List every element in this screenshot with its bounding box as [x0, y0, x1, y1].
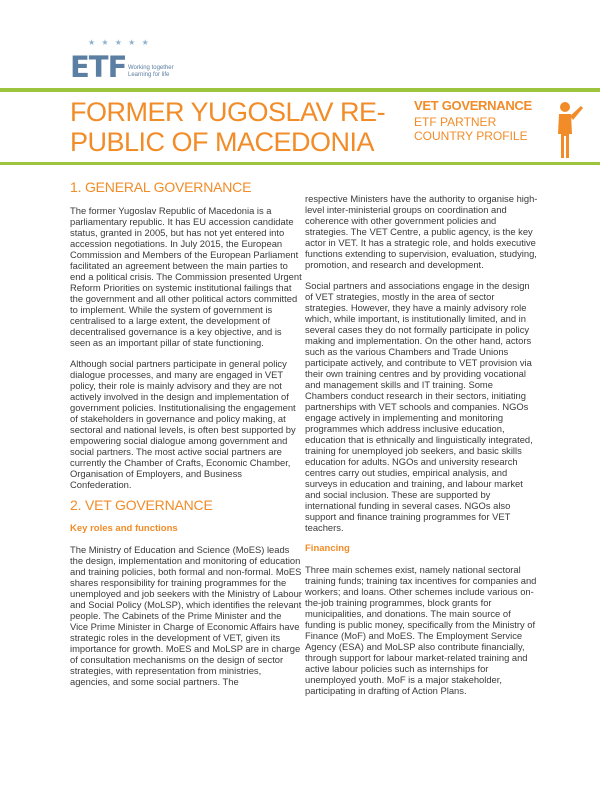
right-column: [305, 193, 538, 706]
paragraph: Social partners and associations engage in the design of VET strategies, mostly in the area of sector strategies. However, they have a mainly advisory role which, while important, is institutionally limited, and in several cases they do not formally participate in policy making and implementation. On the other hand, actors such as the various Chambers and Trade Unions participate actively, and contribute to VET provision via their own training centres and by providing vocational and management skills and IT training. Some Chambers conduct research in their sectors, initiating partnerships with VET schools and companies. NGOs engage actively in implementing and monitoring programmes which address inclusive education, education that is ethnically and linguistically integrated, training for unemployed job seekers, and basic skills education for adults. NGOs and university research centres carry out studies, empirical analysis, and surveys in education and training, and labour market and social inclusion. These are supported by international funding in several cases. NGOs also support and finance training programmes for VET teachers.: [305, 280, 533, 533]
series-title: VET GOVERNANCE: [414, 98, 532, 113]
section-heading: 2. VET GOVERNANCE: [70, 497, 213, 513]
etf-logo: [70, 38, 190, 88]
paragraph: The former Yugoslav Republic of Macedonia is a parliamentary republic. It has EU accession candidate status, granted in 2005, but has not yet entered into accession negotiations. In July 2015, the European Commission and Members of the European Parliament facilitated an agreement between the main parties to end a political crisis. The Commission presented Urgent Reform Priorities on systemic institutional failings that the government and all other political actors committed to implement. While the system of government is centralised to a large extent, the development of decentralised governance is a key objective, and is seen as an important pillar of state functioning.: [70, 205, 302, 348]
left-column: [70, 179, 302, 697]
subsection-heading: Key roles and functions: [70, 523, 178, 534]
section-heading: 1. GENERAL GOVERNANCE: [70, 179, 252, 195]
subsection-heading: Financing: [305, 543, 350, 554]
eu-stars-icon: ★ ★ ★ ★ ★: [88, 38, 151, 47]
header-divider: [0, 162, 600, 165]
paragraph: respective Ministers have the authority to organise high-level inter-ministerial groups on coordination and coherence with other government policies and strategies. The VET Centre, a public agency, is the key actor in VET. It has a strategic role, and holds executive functions extending to supervision, evaluation, studying, promotion, and research and development.: [305, 193, 538, 270]
profile-subtitle: ETF PARTNER COUNTRY PROFILE: [414, 115, 528, 143]
paragraph: Although social partners participate in general policy dialogue processes, and many are engaged in VET policy, their role is mainly advisory and they are not actively involved in the design and implementation of government policies. Institutionalising the engagement of stakeholders in governance and policy making, at sectoral and national levels, is often best supported by empowering social dialogue among government and social partners. The most active social partners are currently the Chamber of Crafts, Economic Chamber, Organisation of Employers, and Business Confederation.: [70, 358, 296, 490]
person-figure-icon: [545, 100, 585, 160]
logo-wordmark: ETF: [70, 50, 127, 84]
paragraph: Three main schemes exist, namely national sectoral training funds; training tax incentives for companies and workers; and loans. Other schemes include various on-the-job training programmes, block grants for municipalities, and donations. The main source of funding is public money, specifically from the Ministry of Finance (MoF) and MoES. The Employment Service Agency (ESA) and MoLSP also contribute financially, through support for labour market-related training and active labour policies such as internships for unemployed youth. MoF is a major stakeholder, participating in drafting of Action Plans.: [305, 564, 537, 696]
country-title: FORMER YUGOSLAV RE-PUBLIC OF MACEDONIA: [70, 97, 386, 157]
logo-tagline: Working together Learning for life: [128, 65, 174, 78]
top-divider: [0, 88, 600, 92]
paragraph: The Ministry of Education and Science (MoES) leads the design, implementation and monitoring of education and training policies, both formal and non-formal. MoES shares responsibility for training programmes for the unemployed and job seekers with the Ministry of Labour and Social Policy (MoLSP), which identifies the relevant people. The Cabinets of the Prime Minister and the Vice Prime Minister in Charge of Economic Affairs have strategic roles in the development of VET, given its importance for growth. MoES and MoLSP are in charge of consultation mechanisms on the design of sector strategies, with representation from ministries, agencies, and some social partners. The: [70, 544, 302, 687]
